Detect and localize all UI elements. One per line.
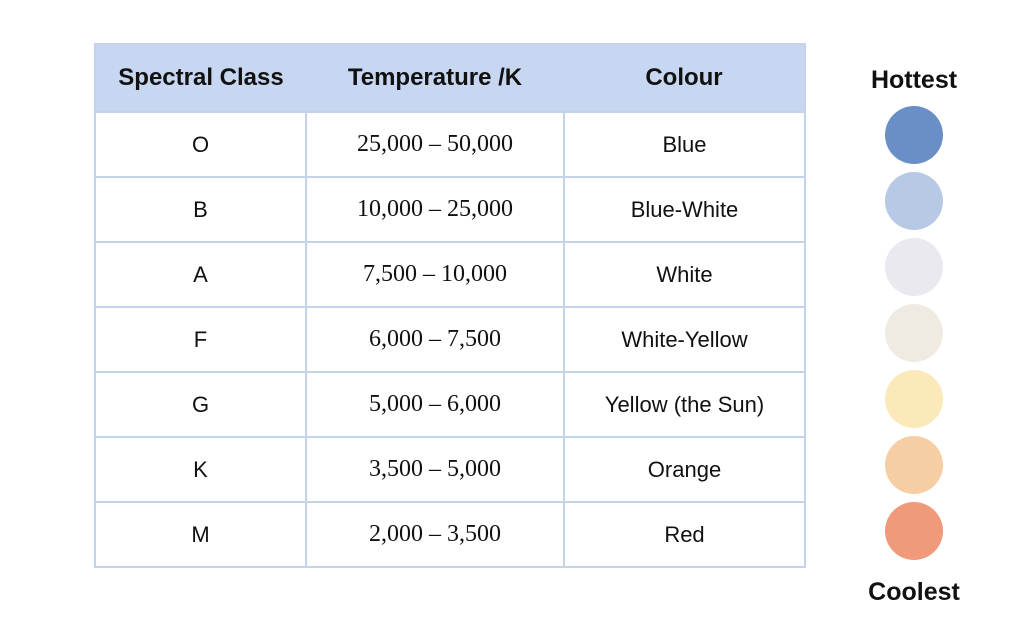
colour-swatch-white-yellow — [885, 304, 943, 362]
cell-class: M — [95, 502, 306, 567]
cell-class: K — [95, 437, 306, 502]
table-row — [95, 372, 805, 437]
cell-class: A — [95, 242, 306, 307]
cell-temperature: 5,000 – 6,000 — [306, 372, 564, 437]
legend-hottest-label: Hottest — [870, 66, 958, 94]
header-temperature: Temperature /K — [306, 44, 564, 112]
legend-swatches — [850, 106, 978, 560]
cell-class: O — [95, 112, 306, 177]
header-spectral-class: Spectral Class — [95, 44, 306, 112]
cell-colour: Orange — [564, 437, 805, 502]
cell-temperature: 10,000 – 25,000 — [306, 177, 564, 242]
colour-swatch-yellow — [885, 370, 943, 428]
cell-colour: Blue — [564, 112, 805, 177]
table-row — [95, 112, 805, 177]
cell-colour: Red — [564, 502, 805, 567]
cell-temperature: 25,000 – 50,000 — [306, 112, 564, 177]
table-row — [95, 177, 805, 242]
cell-temperature: 6,000 – 7,500 — [306, 307, 564, 372]
legend-coolest-label: Coolest — [868, 578, 960, 606]
temperature-legend — [850, 66, 978, 607]
cell-temperature: 3,500 – 5,000 — [306, 437, 564, 502]
table-row — [95, 437, 805, 502]
cell-temperature: 7,500 – 10,000 — [306, 242, 564, 307]
header-colour: Colour — [564, 44, 805, 112]
cell-colour: White-Yellow — [564, 307, 805, 372]
table-row — [95, 242, 805, 307]
colour-swatch-blue-white — [885, 172, 943, 230]
cell-class: G — [95, 372, 306, 437]
table-header-row — [95, 44, 805, 112]
table-row — [95, 502, 805, 567]
cell-colour: Yellow (the Sun) — [564, 372, 805, 437]
cell-class: B — [95, 177, 306, 242]
colour-swatch-red — [885, 502, 943, 560]
cell-colour: Blue-White — [564, 177, 805, 242]
table-row — [95, 307, 805, 372]
colour-swatch-orange — [885, 436, 943, 494]
colour-swatch-white — [885, 238, 943, 296]
colour-swatch-blue — [885, 106, 943, 164]
spectral-class-table — [94, 43, 806, 568]
cell-temperature: 2,000 – 3,500 — [306, 502, 564, 567]
cell-class: F — [95, 307, 306, 372]
cell-colour: White — [564, 242, 805, 307]
